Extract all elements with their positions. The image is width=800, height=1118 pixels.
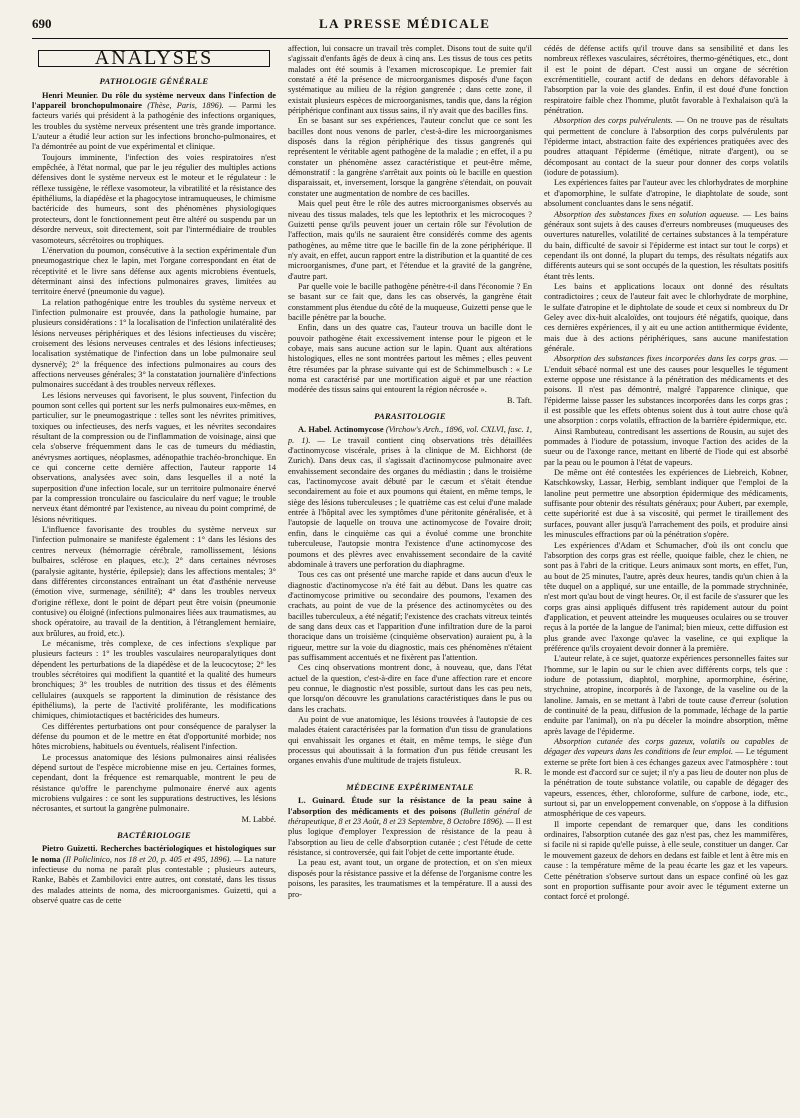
subheading: Absorption des substances fixes en solution aqueuse. — [554, 209, 740, 219]
paragraph: Absorption des substances fixes en solution aqueuse. — Les bains généraux sont sujets à des causes d'erreurs nombreuses (muqueuses des ouvertures naturelles, volatilité de certaines substances à la température du bain, difficulté de savoir si l'épiderme est intact sur tout le corps) et cependant ils ont donné, la plupart du temps, des résultats négatifs aux différents auteurs qui se sont occupés de la question, les résultats positifs étant très lents. — [544, 209, 788, 281]
paragraph: L'influence favorisante des troubles du système nerveux sur l'infection pulmonaire se manifeste également : 1° dans les lésions des centres nerveux (hémorragie cérébrale, ramollissement, lésions bulbaires, sclérose en plaques, etc.); 2° dans certaines névroses (paralysie agitante, hystérie, épilepsie); dans les affections mentales; 3° dans différentes circonstances entraînant un état d'asthénie nerveuse (émotion vive, surmenage, sénilité); 4° dans les troubles nerveux d'origine réflexe, dont le point de départ peut être voisin (pneumonie contusive) ou éloigné (infections pulmonaires liées aux traumatismes, au shock opératoire, au travail de la dentition, à l'étranglement herniaire, aux brûlures, au froid, etc.). — [32, 525, 276, 638]
section-heading: MÉDECINE EXPÉRIMENTALE — [346, 782, 474, 793]
paragraph-text: L'enduit sébacé normal est une des causes pour lesquelles le tégument externe oppose une résistance à la pénétration des médicaments et des poisons. Il n'est pas démontré, malgré l'apparence clinique, que l'épiderme laisse passer les substances incorporées dans les corps gras ; il est possible que les effets obtenus soient dus à tout autre chose qu'à une absorption : corps volatils, effraction de la barrière épidermique, etc. — [544, 364, 788, 426]
article-header — [288, 796, 532, 858]
section-heading: BACTÉRIOLOGIE — [116, 830, 192, 841]
paragraph: affection, lui consacre un travail très complet. Disons tout de suite qu'il s'agissait d'enfants âgés de deux à cinq ans. Les tissus de tous ces petits malades ont été soumis à l'examen microscopique. Le premier fait constaté a été la présence de microorganismes disposés d'une façon systématique au milieu de la région gangrenée ; dans cette zone, il existait plusieurs espèces de microorganismes, tandis que, dans la région périphérique confinant aux tissus sains, il n'y avait que des bacilles fins. — [288, 44, 532, 116]
column-2 — [288, 44, 532, 1112]
article-title: Actinomycose — [333, 425, 384, 435]
paragraph: Les expériences d'Adam et Schumacher, d'où ils ont conclu que l'absorption des corps gras est réelle, quoique faible, chez le chien, ne sont pas à l'abri de la critique. Leurs animaux sont morts, en effet, l'un, au bout de 25 minutes, l'autre, après deux heures, tandis qu'un chien à la tête duquel on a appliqué, sur une entaille, de la pommade strychninée, n'est mort qu'au bout de vingt heures. Or, il est facile de s'assurer que les corps gras ainsi appliqués diffusent très rapidement autour du point d'application, et peuvent atteindre les muqueuses oculaires ou se trouver reçus à la portée de la langue de l'animal; bien mieux, cette diffusion est plus grande avec l'axonge qu'avec la vaseline, ce qui explique la préférence qu'ils croyaient devoir donner à la première. — [544, 540, 788, 653]
article-author: Pietro Guizetti. — [42, 844, 98, 854]
paragraph: Il importe cependant de remarquer que, dans les conditions ordinaires, l'absorption cutanée des gaz n'est pas, chez les mammifères, si facile ni si rapide qu'elle puisse, à elle seule, constituer un danger. Car le mouvement gazeux de dehors en dedans est faible et lent à être mis en cause : la température même de la peau écarte les gaz et les vapeurs. Cette pénétration s'observe surtout dans un espace confiné où les gaz sont en proportion suffisante pour avoir avec le tégument externe un contact forcé et prolongé. — [544, 819, 788, 902]
subheading: Absorption des corps pulvérulents. — [554, 116, 673, 126]
paragraph-text: On ne trouve pas de résultats qui permettent de conclure à l'absorption des corps pulvérulents par l'épiderme intact, abstraction faite des expériences pratiquées avec des poudres attaquant l'épiderme (émétique, nitrate d'argent), ou se décomposant au contact de la sueur pour donner des corps volatils (iodure de potassium). — [544, 116, 788, 178]
column-1 — [32, 44, 276, 1112]
paragraph: De même ont été contestées les expériences de Liebreich, Kobner, Katschkowsky, Lassar, Herbig, semblant indiquer que l'emploi de la lanoline peut permettre une absorption épidermique des médicaments, suffisante pour obtenir des résultats généraux; pour Aubert, par exemple, cette supériorité est due à sa viscosité, qui permet le tiraillement des surfaces, pouvant aller jusqu'à l'arrachement des poils, et produire ainsi les minuscules effractions par où la pénétration s'opère. — [544, 468, 788, 540]
article-author: L. Guinard. — [298, 796, 345, 806]
paragraph: L'auteur relate, à ce sujet, quatorze expériences personnelles faites sur l'homme, sur le lapin ou sur le chien avec différents corps, tels que : iodure de potassium, diaphtol, morphine, apormorphine, ésérine, strychnine, atropine, incorporés à de l'axonge, de la vaseline ou de la lanoline. Jamais, en se mettant à l'abri de toute cause d'erreur (solution de continuité de la peau, diffusion de la pommade, léchage de la partie enduite par l'animal), on n'a pu déceler la moindre absorption, même après lavage de l'épiderme. — [544, 654, 788, 736]
paragraph: Ces cinq observations montrent donc, à nouveau, que, dans l'état actuel de la question, c'est-à-dire en face d'une affection rare et encore peu connue, le diagnostic n'est possible, surtout dans les cas peu nets, que lorsqu'on découvre les granulations caractéristiques dans le pus ou dans les crachats. — [288, 663, 532, 714]
section-banner: ANALYSES — [38, 50, 270, 67]
article-reference: (Bulletin général de thérapeutique, 8 et 23 Août, 8 et 23 Septembre, 8 Octobre 1896). — — [288, 806, 532, 827]
paragraph: La nature infectieuse du noma ne paraît plus contestable ; plusieurs auteurs, Ranke, Babès et Zambilovici entre autres, ont constaté, dans les tissus des malades atteints de noma, des microorganismes. Guizetti, qui a observé quatre cas de cette — [32, 854, 276, 906]
paragraph: Il est plus logique d'employer l'expression de résistance de la peau à l'absorption au lieu de celle d'absorption cutanée ; c'est l'étude de cette résistance, si controversée, qui fait l'objet de cette importante étude. — [288, 817, 532, 858]
column-3 — [544, 44, 788, 1112]
paragraph-text: Le tégument externe se prête fort bien à ces échanges gazeux avec l'atmosphère : tout le monde est d'accord sur ce sujet; il n'y a pas lieu de douter non plus de la pénétration de toute substance volatile, ou capable de dégager des vapeurs, essences, éther, chloroforme, sulfure de carbone, iode, etc., surtout si, par un enveloppement convenable, on s'oppose à la diffusion atmosphérique de ces vapeurs. — [544, 747, 788, 819]
paragraph: La peau est, avant tout, un organe de protection, et on s'en mieux disposés pour la résistance passive et la défense de l'organisme contre les poisons, les parasites, les traumatismes et la température. Il a aussi des pro- — [288, 858, 532, 899]
paragraph: Absorption des substances fixes incorporées dans les corps gras. — L'enduit sébacé normal est une des causes pour lesquelles le tégument externe oppose une résistance à la pénétration des médicaments et des poisons. Il n'est pas démontré, malgré l'apparence clinique, que l'épiderme laisse passer les substances incorporées dans les corps gras ; il est possible que les effets obtenus soient dus à tout autre chose qu'à une absorption : corps volatils, effraction de la barrière épidermique, etc. — [544, 354, 788, 426]
article-title: Du rôle du système nerveux dans l'infection de l'appareil bronchopulmonaire — [32, 90, 276, 111]
article-author: A. Habel. — [298, 425, 332, 435]
section-heading: PARASITOLOGIE — [374, 411, 446, 422]
paragraph: Mais quel peut être le rôle des autres microorganismes observés au niveau des tissus malades, tels que les leptothrix et les microcoques ? Guizetti pense qu'ils peuvent jouer un certain rôle sur l'évolution de l'affection, mais qu'ils ne sauraient être considérés comme des agents pathogènes, au même titre que le bacille fin de la zone périphérique. Il n'y avait, en effet, aucun rapport entre la distribution et la quantité de ces microorganismes, d'une part, et l'étendue et la gravité de la gangrène, d'autre part. — [288, 199, 532, 281]
paragraph: L'énervation du poumon, consécutive à la section expérimentale d'un pneumogastrique chez le lapin, met l'organe correspondant en état de réceptivité et le livre sans défense aux agents microbiens éventuels, déterminant ainsi des infections pulmonaires graves, limitées au territoire énervé (pneumonie du vague). — [32, 245, 276, 297]
paragraph: Les expériences faites par l'auteur avec les chlorhydrates de morphine et d'apomorphine, le sulfate d'atropine, le diaphtolate de soude, sont absolument concluantes dans le sens négatif. — [544, 178, 788, 209]
article-reference: (Virchow's Arch., 1896, vol. CXLVI, fasc. 1, p. 1). — — [288, 425, 532, 445]
paragraph: Absorption cutanée des corps gazeux, volatils ou capables de dégager des vapeurs dans les conditions de leur emploi. — Le tégument externe se prête fort bien à ces échanges gazeux avec l'atmosphère : tout le monde est d'accord sur ce sujet; il n'y a pas lieu de douter non plus de la pénétration de toute substance volatile, ou capable de dégager des vapeurs, essences, éther, chloroforme, sulfure de carbone, iode, etc., surtout si, par un enveloppement convenable, on s'oppose à la diffusion atmosphérique de ces vapeurs. — [544, 737, 788, 819]
paragraph: Au point de vue anatomique, les lésions trouvées à l'autopsie de ces malades étaient caractérisées par la formation d'un tissu de granulations qui envahissait les organes et était, en même temps, le siège d'un processus qui aboutissait à la formation d'un pus fétide creusant les organes envahis d'une multitude de trajets fistuleux. — [288, 715, 532, 766]
section-heading: PATHOLOGIE GÉNÉRALE — [99, 76, 209, 87]
paragraph: Le mécanisme, très complexe, de ces infections s'explique par plusieurs facteurs : 1° les troubles vasculaires neuroparalytiques dont dépendent les perturbations de la diapédèse et de la leucocytose; 2° les troubles sécrétoires qui modifient la quantité et la qualité des humeurs bronchiques; 3° les troubles de nutrition des tissus et des éléments cellulaires (auxquels se rapportent la diminution de résistance des épithéliums), la perte de l'activité proliférante, les modifications chimiques, chimiotactiques et bactéricides des humeurs. — [32, 638, 276, 721]
paragraph: Toujours imminente, l'infection des voies respiratoires n'est empêchée, à l'état normal, que par le jeu régulier des multiples actions défensives dont le système nerveux est le moteur et le régulateur : le réflexe tussigène, le réflexe vasomoteur, la vibratilité et la résistance des épithéliums, la diapédèse et la phagocytose intramuqueuses, le chimisme bactéricide des humeurs, sont des phénomènes physiologiques protecteurs, dont le fonctionnement peut être altéré ou suspendu par un désordre nerveux, soit directement, soit par l'intermédiaire de troubles vasomoteurs, sécrétoires ou trophiques. — [32, 152, 276, 245]
signature: R. R. — [514, 766, 532, 776]
article-reference: (Thèse, Paris, 1896). — — [147, 101, 237, 111]
paragraph: Les lésions nerveuses qui favorisent, le plus souvent, l'infection du poumon sont celles qui portent sur les nerfs pulmonaires eux-mêmes, en particulier, sur le pneumogastrique : telles sont les névrites primitives, toxiques ou infectieuses, des nerfs vagues, et les névrites secondaires résultant de la compression ou de l'inflammation de voisinage, ainsi que cela s'observe fréquemment dans le cas de tumeurs du médiastin, anévrysmes aortiques, néoplasmes, adénopathie trachéo-bronchique. En ce qui concerne cette dernière affection, l'auteur rapporte 14 observations, analysées avec soin, dans lesquelles il a noté la superposition d'une infection locale, sur un territoire pulmonaire énervé par la compression tronculaire ou fasciculaire du nerf vague; le trouble nerveux étant démontré par l'existence, au niveau du point comprimé, de lésions névritiques. — [32, 390, 276, 524]
paragraph: Par quelle voie le bacille pathogène pénètre-t-il dans l'économie ? En se basant sur ce fait que, dans les cas observés, la gangrène était constamment plus étendue du côté de la muqueuse, Guizetti pense que le bacille pénètre par la bouche. — [288, 281, 532, 322]
article-title: Recherches bactériologiques et histologiques sur le noma — [32, 844, 276, 864]
signature: B. Taft. — [507, 395, 532, 405]
header-rule — [32, 38, 788, 39]
article-author: Henri Meunier. — [42, 90, 99, 100]
paragraph: Enfin, dans un des quatre cas, l'auteur trouva un bacille dont le pouvoir pathogène était excessivement intense pour le pigeon et le cobaye, mais sans aucune action sur le lapin. Quant aux altérations histologiques, elles ne sont montrées partout les mêmes ; elles peuvent être résumées par la phrase suivante qui est de Schimmelbusch : « Le noma est caractérisé par une mortification aiguë et par une réaction modérée des tissus sains qui entourent la région nécrosée ». — [288, 323, 532, 395]
signature: M. Labbé. — [241, 814, 276, 824]
article-header — [32, 844, 276, 906]
paragraph-text: Les bains généraux sont sujets à des causes d'erreurs nombreuses (muqueuses des ouvertures naturelles, volatilité de certaines substances à la température du bain, difficulté de savoir si l'épiderme est intact sur tout le corps) et cependant ils ont donné, la plupart du temps, des résultats négatifs aux différents auteurs qui se sont occupés de la question, les résultats positifs étant très lents. — [544, 209, 788, 281]
subheading: Absorption des substances fixes incorporées dans les corps gras. — [554, 354, 777, 364]
article-title: Étude sur la résistance de la peau saine à l'absorption des médicaments et des poisons — [288, 796, 532, 816]
page-number: 690 — [32, 16, 52, 31]
article-reference: (Il Policlinico, nos 18 et 20, p. 405 et 495, 1896). — — [62, 854, 242, 864]
subheading: Absorption cutanée des corps gazeux, volatils ou capables de dégager des vapeurs dans les conditions de leur emploi. — [544, 737, 788, 757]
paragraph: Parmi les facteurs variés qui président à la pathogénie des infections organiques, les troubles du système nerveux présentent une très grande importance. L'auteur a étudié leur action sur les infections broncho-pulmonaires, et l'a démontrée au point de vue expérimental et clinique. — [32, 101, 276, 152]
paragraph: Ainsi Rambuteau, contredisant les assertions de Rousin, au sujet des pommades à l'iodure de potassium, invoque l'action des acides de la sueur ou de l'axonge rance, mettant en liberté de l'iode qui est absorbé par la peau ou le poumon à l'état de vapeurs. — [544, 426, 788, 467]
page-header — [32, 16, 788, 36]
paragraph: Tous ces cas ont présenté une marche rapide et dans aucun d'eux le diagnostic d'actinomycose n'a été fait au début. Dans les quatre cas d'actinomycose primitive ou secondaire des poumons, l'examen des crachats, au point de vue de la présence des actinomycètes ou des bacilles tuberculeux, a été négatif; l'existence des crachats vitreux teintés de sang dans deux cas et l'apparition d'une infiltration dure de la paroi thoracique dans un troisième (cinquième observation) auraient pu, à la rigueur, mettre sur la voie du diagnostic, mais ces phénomènes n'étaient pas suffisamment accentués et ne fixèrent pas l'attention. — [288, 570, 532, 662]
article-columns — [32, 44, 788, 1112]
paragraph: Les bains et applications locaux ont donné des résultats contradictoires ; ceux de l'auteur fait avec le chlorhydrate de morphine, le sulfate d'atropine et le diphtolate de soude et ceux si nombreux du Dr Geley avec dix-huit alcaloïdes, ont toujours été négatifs, quoique, dans ces dernières expériences, il y ait eu une action antithermique évidente, mais due à des actions périphériques, sans aucune manifestation générale. — [544, 281, 788, 353]
paragraph: Absorption des corps pulvérulents. — On ne trouve pas de résultats qui permettent de conclure à l'absorption des corps pulvérulents par l'épiderme intact, abstraction faite des expériences pratiquées avec des poudres attaquant l'épiderme (émétique, nitrate d'argent), ou se décomposant au contact de la sueur pour donner des corps volatils (iodure de potassium). — [544, 116, 788, 178]
paragraph: Le processus anatomique des lésions pulmonaires ainsi réalisées dépend surtout de l'espèce microbienne mise en jeu. Certaines formes, cependant, dont la fréquence est remarquable, montrent le peu de résistance qu'offre le parenchyme pulmonaire énervé aux agents microbiens vulgaires : ce sont les suppurations destructives, les lésions nécrosantes, et surtout la gangrène pulmonaire. — [32, 752, 276, 814]
article-header — [288, 425, 532, 570]
paragraph: En se basant sur ses expériences, l'auteur conclut que ce sont les bacilles dont nous venons de parler, c'est-à-dire les microorganismes disposés dans la région périphérique des tissus gangrenés qui représentent le véritable agent pathogène de la maladie ; en effet, il a pu constater un phénomène assez caractéristique et peut-être même, démonstratif : la gangrène s'arrêtait aux points où le bacille en question disparaissait, et, inversement, lorsque la gangrène s'étendait, on pouvait constater une augmentation de nombre de ces bacilles. — [288, 116, 532, 198]
journal-title: LA PRESSE MÉDICALE — [319, 16, 491, 31]
paragraph: Ces différentes perturbations ont pour conséquence de paralyser la défense du poumon et de le mettre en état d'opportunité morbide; nos hôtes microbiens, habituels ou éventuels, réalisent l'infection. — [32, 721, 276, 752]
paragraph: Le travail contient cinq observations très détaillées d'actinomycose viscérale, prises à la clinique de M. Eichhorst (de Zurich). Dans deux cas, il s'agissait d'actinomycose pulmonaire avec envahissement secondaire des organes du médiastin ; dans le troisième cas, l'actinomycose avait débuté par le cæcum et s'était étendue secondairement au foie et aux poumons qui étaient, en même temps, le siège des lésions tuberculeuses ; le quatrième cas est celui d'une malade entrée à l'hôpital avec les symptômes d'une péritonite généralisée, et à l'autopsie de laquelle on trouva une actinomycose de l'ovaire droit; enfin, dans le cinquième cas qui a évolué comme une bronchite tuberculeuse, l'autopsie montra l'existence d'une actinomycose des poumons et des plèvres avec envahissement secondaire de la cavité abdominale à travers une perforation du diaphragme. — [288, 435, 532, 569]
article-header — [32, 91, 276, 153]
paragraph: cédés de défense actifs qu'il trouve dans sa sensibilité et dans les nombreux réflexes vasculaires, sécrétoires, thermo-génétiques, etc., dont il est le point de départ. C'est aussi un organe de sécrétion excrémentitielle, courant actif de dedans en dehors défavorable à l'absorption par la voie des glandes. Enfin, il est doué d'une fonction respiratoire faible chez l'homme, plutôt favorable à l'exhalaison qu'à la pénétration. — [544, 44, 788, 116]
paragraph: La relation pathogénique entre les troubles du système nerveux et l'infection pulmonaire est prouvée, dans la pathologie humaine, par plusieurs considérations : 1° la localisation de l'infection unilatéralité des lésions nerveuses périphériques et des lésions infectieuses du viscère; croisement des lésions nerveuses centrales et des lésions infectieuses; localisation systématique de l'infection dans un lobe pulmonaire seul dysnervé); 2° la fréquence des infections pulmonaires au cours des affections nerveuses générales; 3° la constatation journalière d'infections pulmonaires succédant à des troubles nerveux réflexes. — [32, 297, 276, 390]
